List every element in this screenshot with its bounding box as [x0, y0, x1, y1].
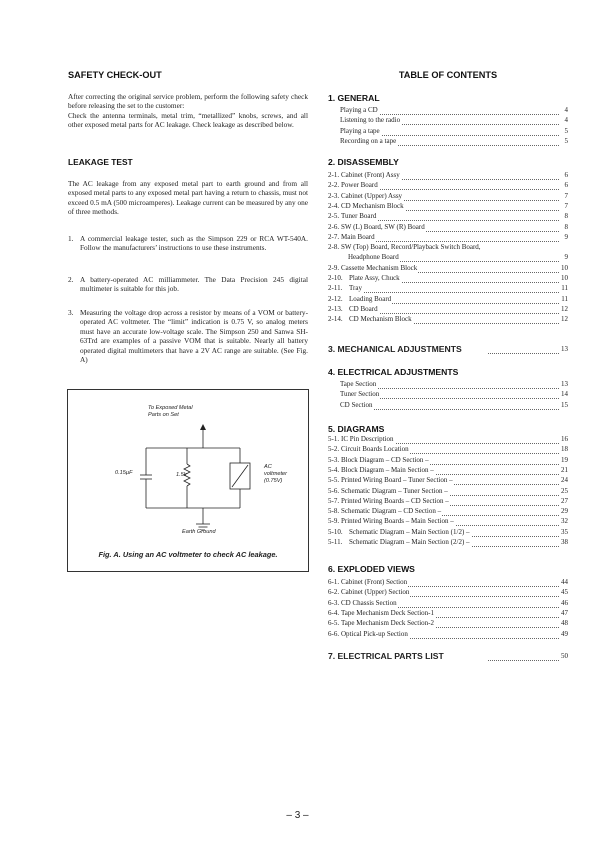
- toc-entry-title: Schematic Diagram – CD Section –: [341, 507, 442, 516]
- toc-page-number: 5: [564, 136, 568, 145]
- toc-entry: [328, 400, 568, 410]
- dot-leader: [488, 343, 559, 354]
- toc-entry-title: Playing a CD: [340, 106, 378, 114]
- toc-entry-title: Schematic Diagram – Tuner Section –: [341, 486, 448, 495]
- toc-section-heading: 5. DIAGRAMS: [328, 424, 385, 434]
- figure-a: [67, 389, 309, 572]
- toc-entry-title: CD Mechanism Block: [341, 201, 404, 210]
- page-number: – 3 –: [286, 810, 309, 821]
- toc-entry-title: Tuner Board: [341, 212, 377, 221]
- toc-entry-title: Block Diagram – Main Section –: [341, 465, 434, 474]
- toc-entry: [328, 537, 568, 547]
- toc-page-number: 21: [561, 465, 568, 474]
- toc-entry-number: 5-1.: [328, 435, 340, 443]
- toc-entry-title: Cabinet (Front) Assy: [341, 171, 400, 179]
- toc-page-number: 13: [561, 345, 568, 353]
- toc-section-heading: 7. ELECTRICAL PARTS LIST: [328, 651, 444, 661]
- toc-entry-number: 2-13.: [328, 304, 343, 313]
- toc-entry-number: 2-14.: [328, 315, 343, 324]
- toc-entry-number: 5-7.: [328, 496, 340, 505]
- toc-entry-title: Cassette Mechanism Block: [341, 263, 418, 272]
- toc-page-number: 13: [561, 380, 568, 388]
- toc-page-number: 8: [564, 212, 568, 221]
- toc-entry-number: 2-8.: [328, 243, 340, 252]
- voltmeter-label-line-3: (0.75V): [264, 478, 283, 484]
- toc-entry-title: Printed Wiring Boards – Main Section –: [341, 517, 454, 526]
- toc-page-number: 16: [561, 435, 568, 443]
- toc-entry-number: 6-5.: [328, 619, 340, 628]
- toc-page-number: 45: [561, 588, 568, 597]
- toc-entry-title: Cabinet (Upper) Section: [341, 588, 410, 597]
- toc-page-number: 29: [561, 507, 568, 516]
- toc-entry-title: Printed Wiring Board – Tuner Section –: [341, 476, 453, 485]
- dot-leader: [350, 399, 559, 410]
- method-text: A battery-operated AC milliammeter. The Data Precision 245 digital multimeter is suitable for this job.: [80, 275, 308, 294]
- toc-entry-title: Schematic Diagram – Main Section (1/2) –: [349, 527, 470, 536]
- intro-paragraph-2: Check the antenna terminals, metal trim, “metallized” knobs, screws, and all other exposed metal parts for AC leakage. Check leakage as described below.: [68, 110, 308, 130]
- toc-page-number: 6: [564, 171, 568, 179]
- toc-page-number: 38: [561, 538, 568, 546]
- toc-entry-title: Block Diagram – CD Section –: [341, 455, 429, 464]
- toc-entry-title: CD Mechanism Block: [349, 315, 412, 324]
- leakage-test-heading: LEAKAGE TEST: [68, 157, 133, 167]
- toc-page-number: 32: [561, 517, 568, 526]
- toc-entry-number: 5-6.: [328, 486, 340, 495]
- earth-ground-label: Earth Ground: [182, 529, 216, 535]
- toc-page-number: 18: [561, 445, 568, 454]
- toc-page-number: 19: [561, 455, 568, 464]
- method-number: 3.: [68, 308, 74, 317]
- toc-entry-title: Circuit Boards Location: [341, 445, 409, 454]
- toc-entry-title: Schematic Diagram – Main Section (2/2) –: [349, 538, 470, 546]
- toc-title: TABLE OF CONTENTS: [398, 70, 498, 80]
- toc-entry-number: 2-7.: [328, 232, 340, 241]
- toc-entry-title: Tape Mechanism Deck Section-1: [341, 608, 435, 617]
- toc-entry-number: 2-9.: [328, 263, 340, 272]
- toc-entry-title: Headphone Board: [348, 253, 399, 262]
- toc-page-number: 9: [564, 253, 568, 262]
- toc-entry-title: Plate Assy, Chuck: [349, 274, 400, 282]
- toc-entry-number: 2-6.: [328, 222, 340, 231]
- toc-entry-number: 2-4.: [328, 201, 340, 210]
- toc-page-number: 48: [561, 619, 568, 628]
- toc-entry-title: Loading Board: [349, 294, 392, 303]
- toc-page-number: 6: [564, 181, 568, 190]
- toc-entry-number: 5-5.: [328, 476, 340, 485]
- exposed-metal-label-line-2: Parts on Set: [148, 412, 179, 418]
- toc-entry-title: Tray: [349, 284, 362, 293]
- toc-page-number: 9: [564, 232, 568, 241]
- toc-entry-number: 2-11.: [328, 284, 343, 293]
- toc-entry-number: 5-4.: [328, 465, 340, 474]
- capacitor-label: 0.15µF: [115, 470, 133, 476]
- toc-page-number: 10: [561, 274, 568, 282]
- toc-section-heading: 6. EXPLODED VIEWS: [328, 564, 415, 574]
- toc-entry-title: Listening to the radio: [340, 116, 401, 125]
- toc-entry-title: Main Board: [341, 232, 375, 241]
- toc-entry-number: 2-12.: [328, 294, 343, 303]
- toc-page-number: 24: [561, 476, 568, 485]
- toc-page-number: 11: [561, 284, 568, 293]
- toc-entry-number: 6-4.: [328, 608, 340, 617]
- toc-page-number: 11: [561, 294, 568, 303]
- toc-entry-number: 5-2.: [328, 445, 340, 454]
- intro-text: [68, 92, 308, 130]
- toc-page-number: 10: [561, 263, 568, 272]
- toc-entry-number: 6-2.: [328, 588, 340, 597]
- toc-entry-title: SW (L) Board, SW (R) Board: [341, 222, 425, 231]
- method-text: Measuring the voltage drop across a resistor by means of a VOM or battery-operated AC voltmeter. The “limit” indication is 0.75 V, so analog meters must have an accurate low-voltage scale. The Simpson 250 and Sanwa SH-63Trd are examples of a passive VOM that is suitable. Nearly all battery operated digital multimeters that have a 2V AC range are suitable. (See Fig. A): [80, 308, 308, 365]
- toc-entry-number: 5-10.: [328, 527, 343, 536]
- exposed-metal-label-line-1: To Exposed Metal: [148, 405, 193, 411]
- toc-section-entry: [328, 344, 568, 355]
- toc-section-heading: 2. DISASSEMBLY: [328, 157, 399, 167]
- toc-entry-number: 2-10.: [328, 274, 343, 282]
- toc-page-number: 46: [561, 598, 568, 607]
- toc-entry-number: 5-8.: [328, 507, 340, 516]
- toc-page-number: 12: [561, 315, 568, 324]
- toc-page-number: 4: [564, 116, 568, 125]
- dot-leader: [488, 650, 559, 661]
- method-item-1: [68, 234, 308, 253]
- toc-page-number: 8: [564, 222, 568, 231]
- toc-entry-title: CD Chassis Section: [341, 598, 397, 607]
- voltmeter-label: [264, 464, 287, 485]
- toc-entry: [328, 136, 568, 146]
- toc-entry: [328, 232, 568, 242]
- toc-section-heading: 3. MECHANICAL ADJUSTMENTS: [328, 344, 462, 354]
- toc-entry-title: Tape Mechanism Deck Section-2: [341, 619, 435, 628]
- toc-entry-number: 6-1.: [328, 578, 340, 586]
- toc-entry: [328, 629, 568, 639]
- toc-entry-title: SW (Top) Board, Record/Playback Switch Board,: [341, 243, 481, 252]
- toc-entry-title: Cabinet (Upper) Assy: [341, 191, 403, 200]
- toc-entry-number: 2-3.: [328, 191, 340, 200]
- resistor-label: 1.5k: [176, 472, 187, 478]
- toc-entry-title: Tuner Section: [340, 390, 380, 399]
- toc-page-number: 35: [561, 527, 568, 536]
- toc-entry-title: Tape Section: [340, 380, 377, 388]
- toc-entry-number: 2-1.: [328, 171, 340, 179]
- toc-page-number: 44: [561, 578, 568, 586]
- toc-entry-title: CD Section: [340, 400, 373, 409]
- toc-entry-number: 6-6.: [328, 629, 340, 638]
- toc-entry-title: Optical Pick-up Section: [341, 629, 408, 638]
- toc-entry-title: IC Pin Description: [341, 435, 394, 443]
- toc-entry-title: Recording on a tape: [340, 136, 397, 145]
- dot-leader: [351, 231, 559, 242]
- toc-entry-title: CD Board: [349, 304, 378, 313]
- toc-entry-number: 5-3.: [328, 455, 340, 464]
- toc-page-number: 7: [564, 191, 568, 200]
- toc-page-number: 25: [561, 486, 568, 495]
- toc-entry-number: 2-2.: [328, 181, 340, 190]
- intro-paragraph-1: After correcting the original service problem, perform the following safety check before releasing the set to the customer:: [68, 92, 308, 111]
- toc-section-heading: 4. ELECTRICAL ADJUSTMENTS: [328, 367, 459, 377]
- toc-entry-number: 2-5.: [328, 212, 340, 221]
- toc-section-entry: [328, 651, 568, 662]
- leakage-paragraph: The AC leakage from any exposed metal part to earth ground and from all exposed metal parts to any exposed metal part having a return to chassis, must not exceed 0.5 mA (500 microamperes). Leakage current can be measured by any one of three methods.: [68, 179, 308, 217]
- toc-page-number: 27: [561, 496, 568, 505]
- toc-entry-title: Printed Wiring Boards – CD Section –: [341, 496, 449, 505]
- toc-page-number: 50: [561, 652, 568, 660]
- method-item-2: [68, 275, 308, 294]
- method-item-3: [68, 308, 308, 364]
- toc-entry-number: 6-3.: [328, 598, 340, 607]
- toc-entry-title: Power Board: [341, 181, 378, 190]
- toc-entry-number: 5-11.: [328, 538, 343, 546]
- safety-checkout-title: SAFETY CHECK-OUT: [68, 70, 162, 80]
- voltmeter-label-line-2: voltmeter: [264, 471, 288, 477]
- toc-page-number: 4: [564, 106, 568, 114]
- toc-entry-title: Playing a tape: [340, 126, 380, 135]
- voltmeter-label-line-1: AC: [264, 464, 272, 470]
- toc-page-number: 47: [561, 608, 568, 617]
- toc-page-number: 5: [564, 126, 568, 135]
- toc-page-number: 49: [561, 629, 568, 638]
- toc-section-heading: 1. GENERAL: [328, 93, 380, 103]
- toc-page-number: 12: [561, 304, 568, 313]
- toc-entry-title: Cabinet (Front) Section: [341, 578, 408, 586]
- figure-caption: Fig. A. Using an AC voltmeter to check AC leakage.: [98, 550, 278, 559]
- method-text: A commercial leakage tester, such as the Simpson 229 or RCA WT-540A. Follow the manufacturers’ instructions to use these instruments.: [80, 234, 308, 253]
- exposed-metal-label: [148, 405, 193, 419]
- toc-entry-number: 5-9.: [328, 517, 340, 526]
- toc-page-number: 14: [561, 390, 568, 399]
- toc-entry: [328, 314, 568, 324]
- toc-page-number: 7: [564, 201, 568, 210]
- method-number: 1.: [68, 234, 74, 243]
- method-number: 2.: [68, 275, 74, 284]
- toc-page-number: 15: [561, 400, 568, 409]
